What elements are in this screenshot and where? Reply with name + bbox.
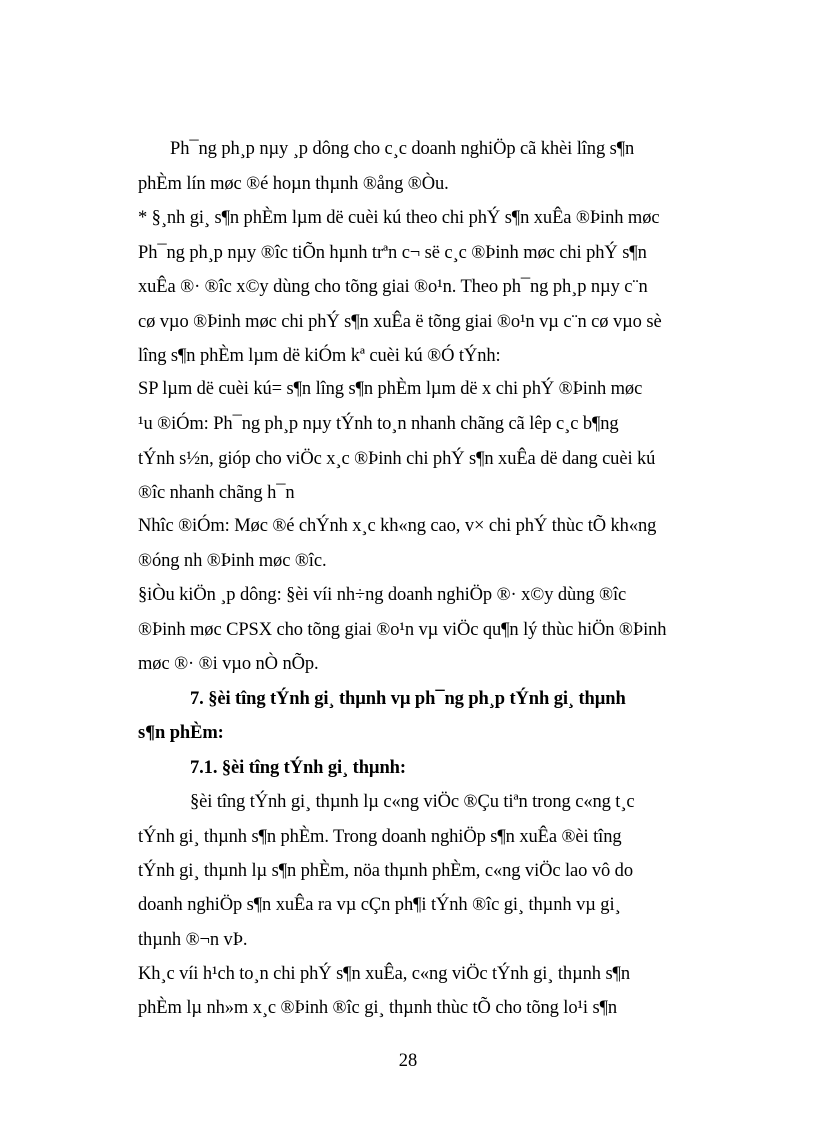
- text-line: §iÒu kiÖn ¸p dông: §èi víi nh÷ng doanh nghiÖp ®· x©y dùng ®îc: [138, 585, 627, 605]
- text-line: ¹u ®iÓm: Ph¯ng ph¸p nµy tÝnh to¸n nhanh chãng cã lêp c¸c b¶ng: [138, 414, 619, 434]
- text-line: §èi tîng tÝnh gi¸ thµnh lµ c«ng viÖc ®Çu tiªn trong c«ng t¸c: [190, 792, 635, 812]
- subsection-heading: 7.1. §èi tîng tÝnh gi¸ thµnh:: [190, 758, 406, 778]
- text-line: Ph¯ng ph¸p nµy ¸p dông cho c¸c doanh nghiÖp cã khèi lîng s¶n: [170, 139, 635, 159]
- text-line: thµnh ®¬n vÞ.: [138, 930, 248, 950]
- text-line: ®Þinh møc CPSX cho tõng giai ®o¹n vµ viÖc qu¶n lý thùc hiÖn ®Þinh: [138, 620, 667, 640]
- text-line: SP lµm dë cuèi kú= s¶n lîng s¶n phÈm lµm dë x chi phÝ ®Þinh møc: [138, 379, 643, 399]
- section-heading: 7. §èi tîng tÝnh gi¸ thµnh vµ ph¯ng ph¸p tÝnh gi¸ thµnh: [190, 689, 626, 709]
- text-line: Nhîc ®iÓm: Møc ®é chÝnh x¸c kh«ng cao, v× chi phÝ thùc tÕ kh«ng: [138, 516, 657, 536]
- text-line: ®óng nh ®Þinh møc ®îc.: [138, 551, 327, 571]
- text-line: tÝnh s½n, gióp cho viÖc x¸c ®Þinh chi phÝ s¶n xuÊa dë dang cuèi kú: [138, 449, 656, 469]
- text-line: doanh nghiÖp s¶n xuÊa ra vµ cÇn ph¶i tÝnh ®îc gi¸ thµnh vµ gi¸: [138, 895, 621, 915]
- page-number: 28: [398, 1051, 418, 1071]
- text-line: tÝnh gi¸ thµnh s¶n phÈm. Trong doanh nghiÖp s¶n xuÊa ®èi tîng: [138, 827, 622, 847]
- text-line: cø vµo ®Þinh møc chi phÝ s¶n xuÊa ë tõng giai ®o¹n vµ c¨n cø vµo sè: [138, 312, 662, 332]
- text-line: phÈm lµ nh»m x¸c ®Þinh ®îc gi¸ thµnh thùc tÕ cho tõng lo¹i s¶n: [138, 998, 618, 1018]
- section-heading-continued: s¶n phÈm:: [138, 723, 224, 743]
- text-line: * §¸nh gi¸ s¶n phÈm lµm dë cuèi kú theo chi phÝ s¶n xuÊa ®Þinh møc: [138, 208, 660, 228]
- text-line: lîng s¶n phÈm lµm dë kiÓm kª cuèi kú ®Ó tÝnh:: [138, 346, 501, 366]
- text-line: ®îc nhanh chãng h¯n: [138, 483, 295, 503]
- text-line: xuÊa ®· ®îc x©y dùng cho tõng giai ®o¹n. Theo ph¯ng ph¸p nµy c¨n: [138, 277, 648, 297]
- text-line: tÝnh gi¸ thµnh lµ s¶n phÈm, nöa thµnh phÈm, c«ng viÖc lao vô do: [138, 861, 633, 881]
- text-line: Kh¸c víi h¹ch to¸n chi phÝ s¶n xuÊa, c«ng viÖc tÝnh gi¸ thµnh s¶n: [138, 964, 630, 984]
- text-line: phÈm lín møc ®é hoµn thµnh ®ång ®Òu.: [138, 174, 449, 194]
- text-line: møc ®· ®i vµo nÒ nÕp.: [138, 654, 319, 674]
- text-line: Ph¯ng ph¸p nµy ®îc tiÕn hµnh trªn c¬ së c¸c ®Þinh møc chi phÝ s¶n: [138, 243, 647, 263]
